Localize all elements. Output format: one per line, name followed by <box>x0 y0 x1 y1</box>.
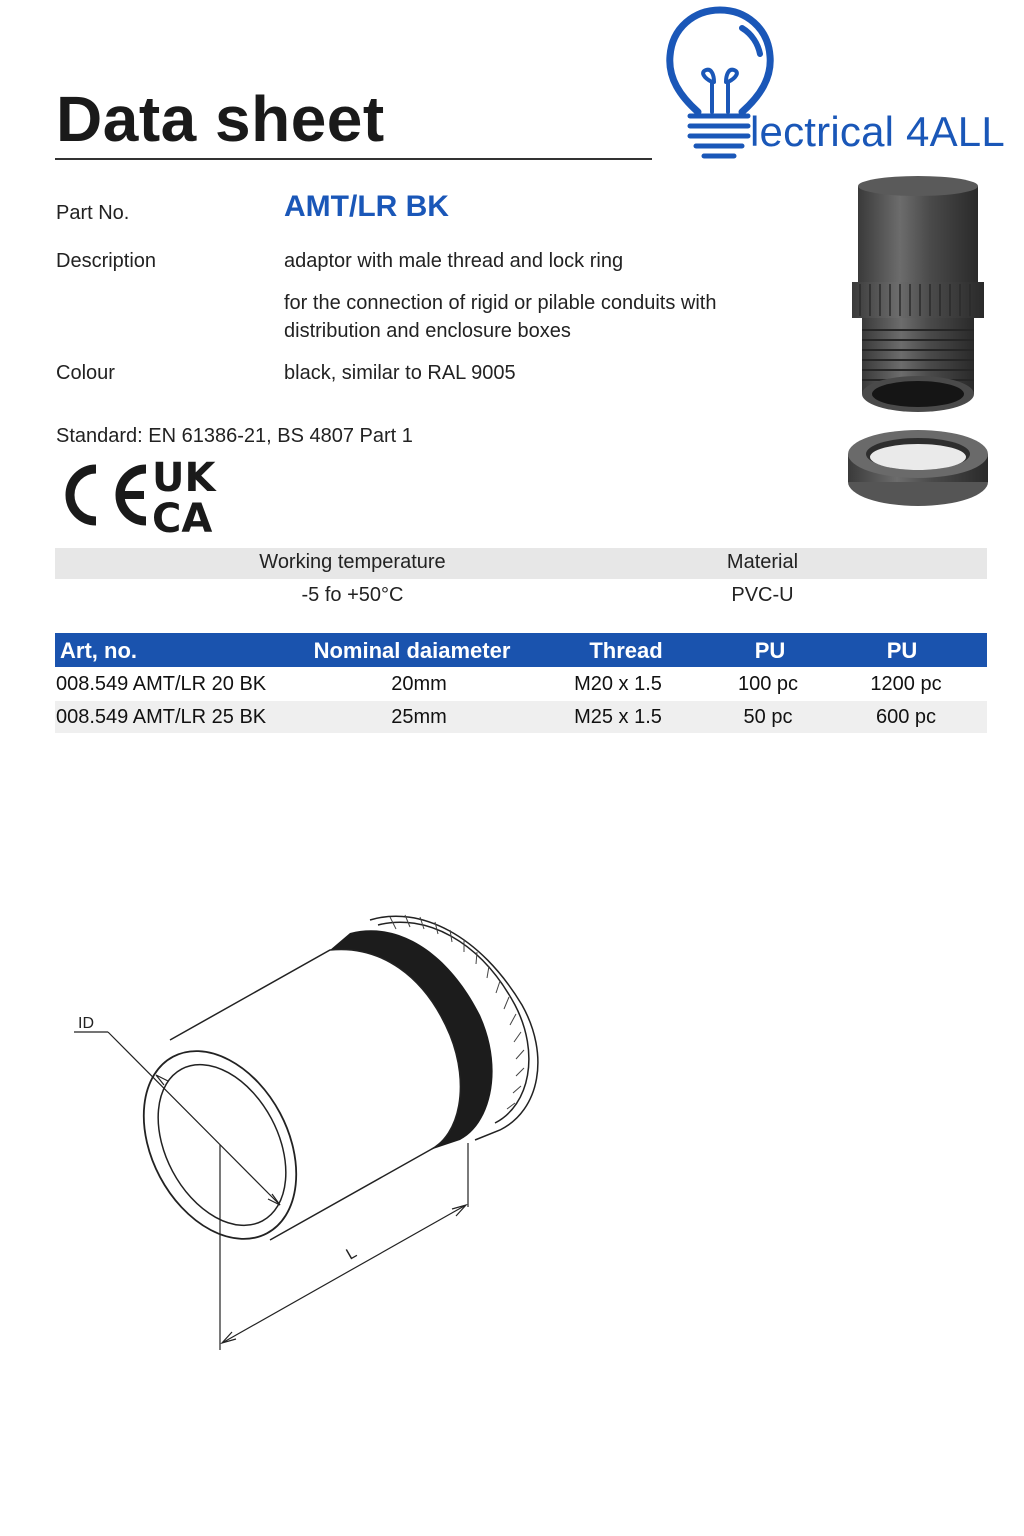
row-1-pu-1: 100 pc <box>737 673 799 695</box>
row-2-pu-2: 600 pc <box>875 706 937 728</box>
length-label: L <box>343 1244 360 1264</box>
pu-header-1: PU <box>754 638 786 663</box>
thread-header: Thread <box>589 638 663 663</box>
page-title: Data sheet <box>56 83 385 155</box>
working-temperature-value: -5 fo +50°C <box>301 584 404 606</box>
articles-header-row <box>55 633 987 667</box>
row-1-art-no: 008.549 AMT/LR 20 BK <box>56 673 267 695</box>
id-label: ID <box>78 1015 94 1032</box>
row-2-thread: M25 x 1.5 <box>574 706 662 728</box>
description-line-2: for the connection of rigid or pilable conduits with <box>284 292 717 314</box>
ce-ukca-marks-icon <box>52 455 242 535</box>
ukca-line-2: CA <box>152 496 213 535</box>
pu-header-2: PU <box>886 638 918 663</box>
row-1-pu-2: 1200 pc <box>870 673 942 695</box>
part-number: AMT/LR BK <box>284 190 449 223</box>
description-line-1: adaptor with male thread and lock ring <box>284 250 624 272</box>
row-1-diameter: 20mm <box>391 673 447 695</box>
ukca-line-1: UK <box>152 455 216 501</box>
row-2-art-no: 008.549 AMT/LR 25 BK <box>56 706 267 728</box>
row-2-pu-1: 50 pc <box>743 706 793 728</box>
working-temperature-header: Working temperature <box>259 551 446 573</box>
description-line-3: distribution and enclosure boxes <box>284 320 571 342</box>
row-1-thread: M20 x 1.5 <box>574 673 662 695</box>
nominal-diameter-header: Nominal daiameter <box>313 638 511 663</box>
logo-text: lectrical 4ALL <box>750 108 1005 155</box>
material-header: Material <box>726 551 799 573</box>
colour-value: black, similar to RAL 9005 <box>284 362 516 384</box>
part-label: Part No. <box>56 202 130 224</box>
row-2-diameter: 25mm <box>391 706 447 728</box>
material-value: PVC-U <box>731 584 794 606</box>
title-divider <box>55 158 652 160</box>
standard-text: Standard: EN 61386-21, BS 4807 Part 1 <box>56 425 413 447</box>
product-photo-icon <box>836 170 1004 530</box>
art-no-header: Art, no. <box>60 638 137 663</box>
colour-label: Colour <box>56 362 115 384</box>
description-label: Description <box>56 250 157 272</box>
technical-drawing <box>60 895 560 1355</box>
